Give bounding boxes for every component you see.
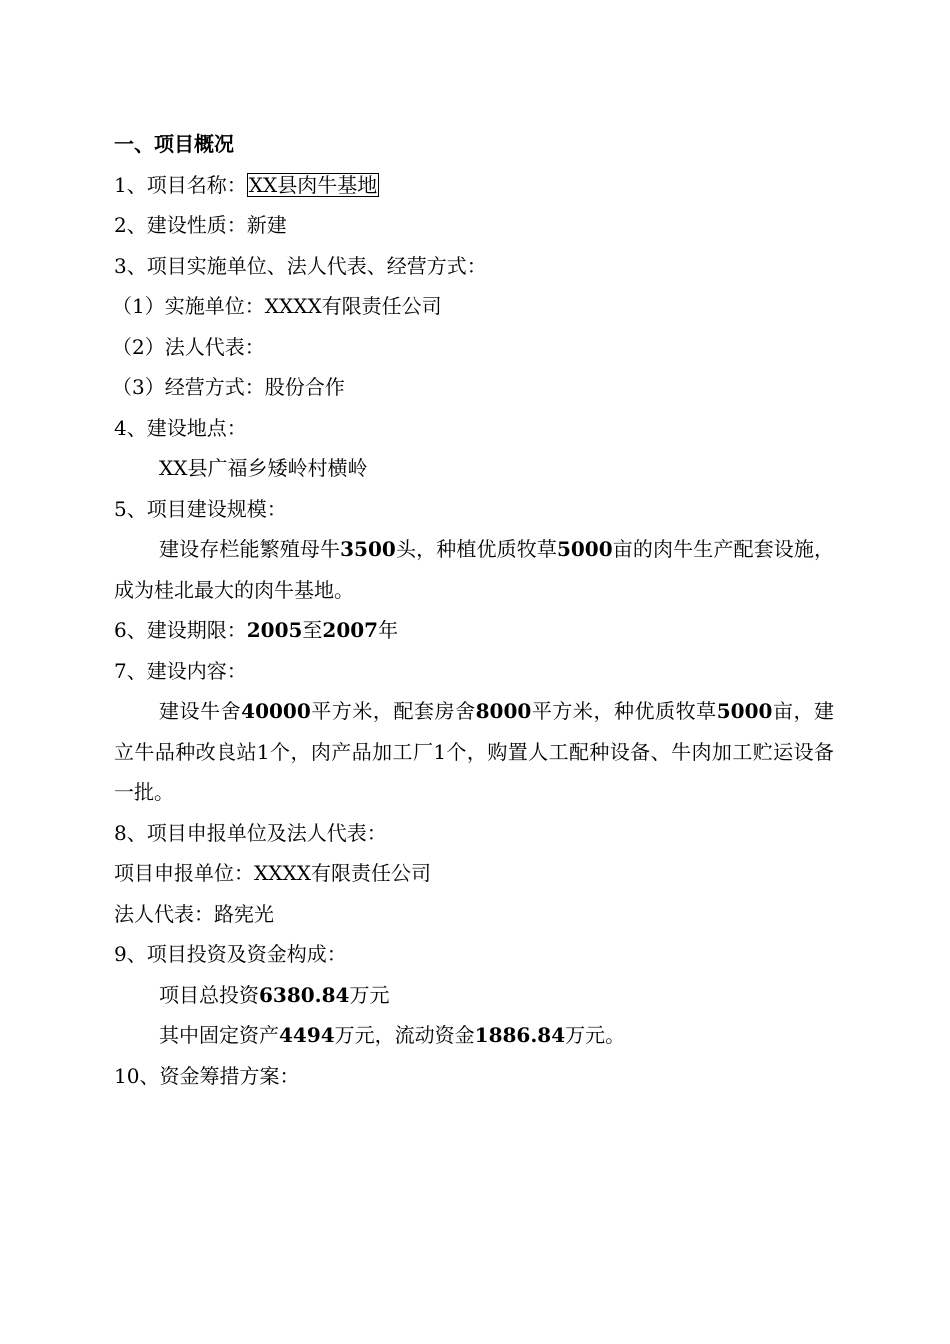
project-name-value[interactable]: XX县肉牛基地 xyxy=(248,172,378,197)
scale-paragraph xyxy=(114,529,834,610)
period-end: 2007 xyxy=(322,618,379,642)
content-num-2: 8000 xyxy=(475,699,532,723)
scale-text-3: 亩的肉牛生产配套设施，成为桂北最大的肉牛基地。 xyxy=(114,537,835,602)
content-num-3: 5000 xyxy=(716,699,773,723)
invest-flow-num: 1886.84 xyxy=(474,1023,566,1047)
invest-total-num: 6380.84 xyxy=(259,982,350,1007)
unit-sub3-line xyxy=(112,367,834,408)
unit-sub2-line xyxy=(112,327,834,368)
content-text-2: 平方米，配套房舍 xyxy=(310,699,476,723)
location-heading: 4、建设地点： xyxy=(114,415,247,440)
invest-breakdown-line xyxy=(114,1015,834,1056)
content-heading: 7、建设内容： xyxy=(114,658,247,683)
content-paragraph xyxy=(114,691,834,813)
scale-text-2: 头，种植优质牧草 xyxy=(395,537,557,561)
document-body xyxy=(114,124,834,1096)
project-nature-label: 2、建设性质： xyxy=(114,213,247,237)
invest-heading: 9、项目投资及资金构成： xyxy=(114,942,347,966)
project-name-label: 1、项目名称： xyxy=(114,172,247,197)
applicant-rep: 法人代表：路宪光 xyxy=(114,901,274,926)
applicant-unit: 项目申报单位：XXXX有限责任公司 xyxy=(114,861,431,885)
period-label: 6、建设期限： xyxy=(114,618,247,642)
scale-heading: 5、项目建设规模： xyxy=(114,496,287,521)
invest-fixed-unit: 万元，流动资金 xyxy=(334,1023,475,1047)
content-num-1: 40000 xyxy=(241,699,311,723)
period-to: 至 xyxy=(302,618,323,642)
project-name-line xyxy=(114,165,834,206)
scale-num-2: 5000 xyxy=(556,537,613,561)
invest-total-unit: 万元 xyxy=(349,982,390,1007)
unit-sub3-label: （3）经营方式： xyxy=(112,375,265,399)
invest-fixed-num: 4494 xyxy=(279,1023,335,1047)
period-line xyxy=(114,610,834,651)
content-text-3: 平方米，种优质牧草 xyxy=(531,699,717,723)
unit-sub2-label: （2）法人代表： xyxy=(112,334,265,359)
project-nature-value: 新建 xyxy=(246,213,287,237)
period-year: 年 xyxy=(378,618,399,642)
applicant-heading: 8、项目申报单位及法人代表： xyxy=(114,820,387,845)
invest-total-line xyxy=(114,975,834,1016)
invest-fixed-text: 其中固定资产 xyxy=(159,1023,279,1047)
location-value: XX县广福乡矮岭村横岭 xyxy=(159,456,368,480)
content-text-1: 建设牛舍 xyxy=(159,699,242,723)
unit-sub3-value: 股份合作 xyxy=(264,375,345,399)
section-title: 一、项目概况 xyxy=(114,132,234,156)
unit-sub1-label: （1）实施单位： xyxy=(112,294,265,318)
invest-total-text: 项目总投资 xyxy=(159,982,259,1007)
unit-sub1-value: XXXX有限责任公司 xyxy=(264,294,442,318)
scale-text-1: 建设存栏能繁殖母牛 xyxy=(159,537,341,561)
content-text-4: 亩，建立牛品种改良站1个，肉产品加工厂1个，购置人工配种设备、牛肉加工贮运设备一批。 xyxy=(114,699,835,804)
unit-heading: 3、项目实施单位、法人代表、经营方式： xyxy=(114,253,487,278)
period-start: 2005 xyxy=(246,618,303,642)
funding-heading: 10、资金筹措方案： xyxy=(114,1063,300,1088)
project-nature-line xyxy=(114,205,834,246)
invest-flow-unit: 万元。 xyxy=(565,1023,626,1047)
unit-sub1-line xyxy=(112,286,834,327)
scale-num-1: 3500 xyxy=(340,537,396,561)
